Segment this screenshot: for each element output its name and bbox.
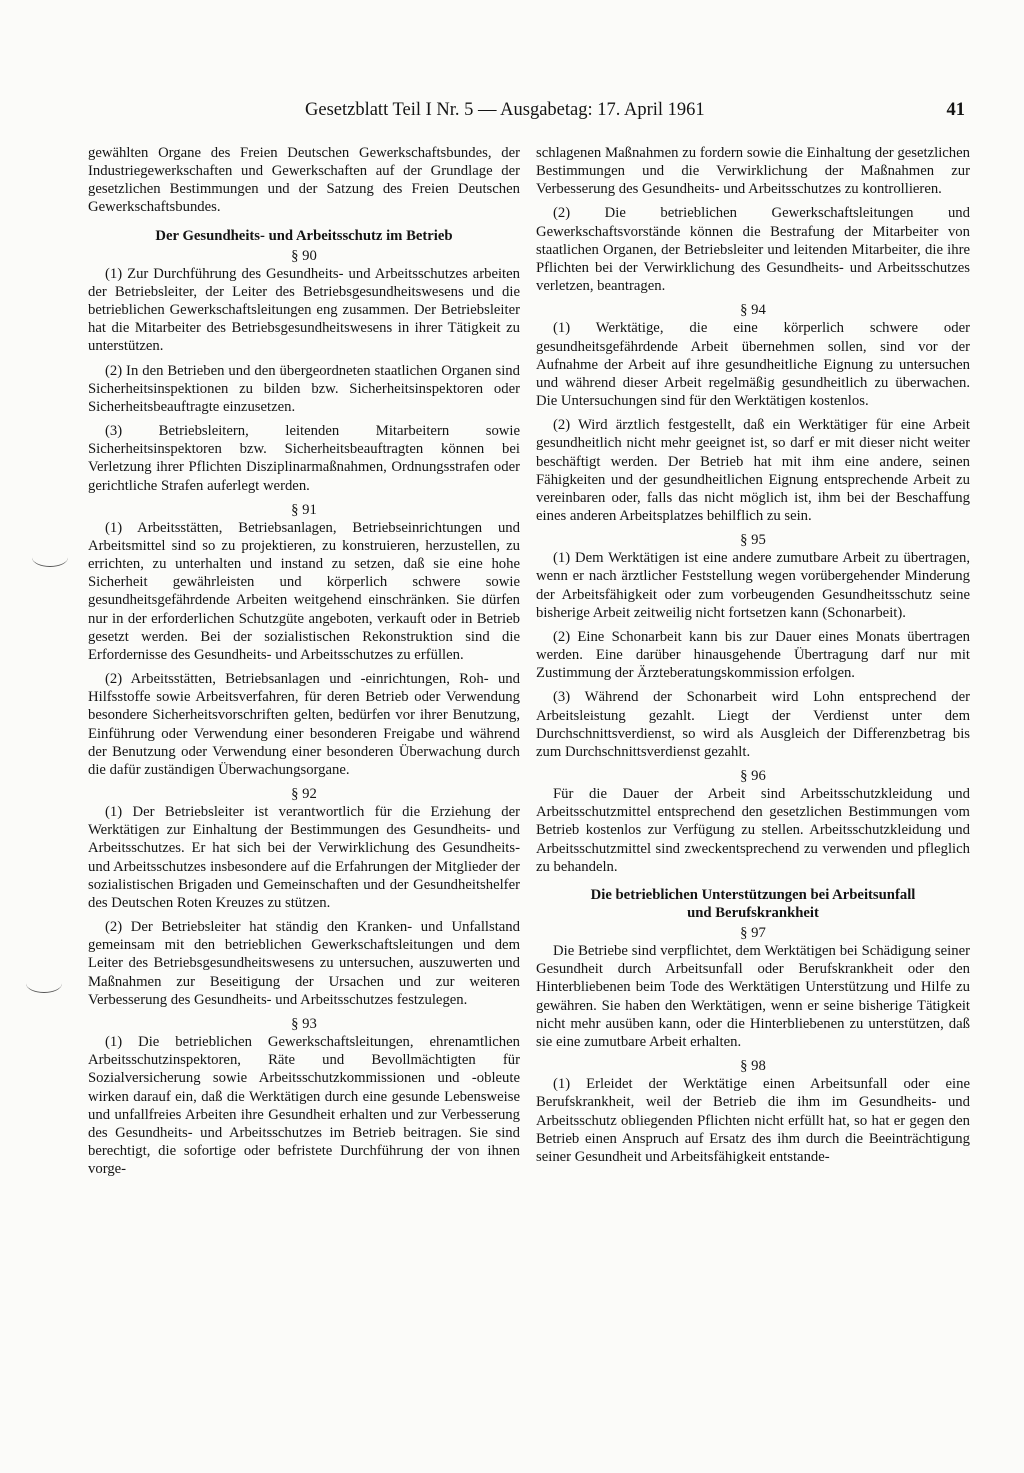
paragraph: (2) Die betrieblichen Gewerkschaftsleitungen und Gewerkschaftsvorstände können die Bestrafung der Mitarbeiter von staatlichen Organen, der Betriebsleiter und leitenden Mitarbeiter, die ihre Pflichten bei der Verwirklichung des Gesundheits- und Arbeitsschutzes verletzen, beantragen. <box>536 205 970 295</box>
section-number: § 90 <box>291 247 317 264</box>
page-header <box>305 98 965 122</box>
paragraph: Die Betriebe sind verpflichtet, dem Werktätigen bei Schädigung seiner Gesundheit durch Arbeitsunfall oder Berufskrankheit oder den Hinterbliebenen beim Tode des Werktätigen Unterstützung und Hilfe zu gewähren. Sie haben den Werktätigen, wenn er seine bisherige Tätigkeit nicht mehr ausüben kann, oder die Hinterbliebenen zu unterstützen, daß sie eine zumutbare Arbeit erhalten. <box>536 943 970 1050</box>
section-number: § 92 <box>291 786 317 802</box>
page-number: 41 <box>946 100 965 120</box>
paragraph: (2) Arbeitsstätten, Betriebsanlagen und -einrichtungen, Roh- und Hilfsstoffe sowie Arbeitsverfahren, für deren Betrieb oder Verwendung besondere Sicherheitsvorschriften gelten, bedürfen vor ihrer Benutzung, Einführung oder Verwendung einer besonderen Freigabe und während der Benutzung oder Verwendung einer besonderen Überwachung durch die dafür zuständigen Überwachungsorgane. <box>88 671 520 778</box>
section-number: § 97 <box>740 924 766 941</box>
header-title: Gesetzblatt Teil I Nr. 5 — Ausgabetag: 17. April 1961 <box>305 100 705 120</box>
paragraph: (2) Wird ärztlich festgestellt, daß ein Werktätiger für eine Arbeit gesundheitlich nicht mehr geeignet ist, so darf er mit dieser nicht weiter beschäftigt werden. Der Betrieb hat mit ihm eine andere, seinen Fähigkeiten und der gesundheitlichen Eignung entsprechende Arbeit zu vereinbaren oder, falls das nicht möglich ist, ihm bei der Beschaffung eines anderen Arbeitsplatzes behilflich zu sein. <box>536 417 970 524</box>
paragraph: (1) Der Betriebsleiter ist verantwortlich für die Erziehung der Werktätigen zur Einhaltung der Bestimmungen des Gesundheits- und Arbeitsschutzes. Er hat sich bei der Verwirklichung des Gesundheits- und Arbeitsschutzes insbesondere auf die Erfahrungen der Mitglieder der sozialistischen Brigaden und Gemeinschaften und der Gesundheitshelfer des Deutschen Roten Kreuzes zu stützen. <box>88 804 520 911</box>
right-column <box>536 144 970 1172</box>
paragraph: (1) Die betrieblichen Gewerkschaftsleitungen, ehrenamtlichen Arbeitsschutzinspektoren, Räte und Bevollmächtigten für Sozialversicherung sowie Arbeitsschutzkommissionen und -obleute wirken darauf ein, daß die Werktätigen durch eine gesunde Lebensweise und unfallfreies Arbeiten ihre Gesundheit erhalten und zur Verbesserung des Gesundheits- und Arbeitsschutzes im Betrieb beitragen. Sie sind berechtigt, die sofortige oder befristete Durchführung der von ihnen vorge- <box>88 1034 520 1178</box>
paragraph: (2) In den Betrieben und den übergeordneten staatlichen Organen sind Sicherheitsinspektionen zu bilden bzw. Sicherheitsinspektoren oder Sicherheitsbeauftragte einzusetzen. <box>88 362 520 415</box>
section-number: § 93 <box>291 1015 317 1032</box>
paragraph: (2) Der Betriebsleiter hat ständig den Kranken- und Unfallstand gemeinsam mit den betrieblichen Gewerkschaftsleitungen und dem Leiter des Betriebsgesundheitswesens zu untersuchen, auszuwerten und Maßnahmen zur Beseitigung der Ursachen und zur weiteren Verbesserung des Gesundheits- und Arbeitsschutzes festzulegen. <box>88 919 520 1008</box>
paragraph: (1) Erleidet der Werktätige einen Arbeitsunfall oder eine Berufskrankheit, weil der Betrieb die ihm im Gesundheits- und Arbeitsschutz obliegenden Pflichten nicht erfüllt hat, so hat er gegen den Betrieb einen Anspruch auf Ersatz des ihm durch die Beeinträchtigung seiner Gesundheit und Arbeitsfähigkeit entstande- <box>536 1076 970 1165</box>
paragraph: (1) Dem Werktätigen ist eine andere zumutbare Arbeit zu übertragen, wenn er nach ärztlicher Feststellung wegen vorübergehender Minderung der Arbeitsfähigkeit oder zum vorbeugenden Gesundheitsschutz seine bisherige Arbeit zeitweilig nicht fortsetzen kann (Schonarbeit). <box>536 550 970 621</box>
section-number: § 94 <box>740 302 766 319</box>
paragraph: (1) Zur Durchführung des Gesundheits- und Arbeitsschutzes arbeiten der Betriebsleiter, der Leiter des Betriebsgesundheitswesens und die betrieblichen Gewerkschaftsleitungen eng zusammen. Der Betriebsleiter hat die Mitarbeiter des Betriebsgesundheitswesens in ihrer Tätigkeit zu unterstützen. <box>88 265 520 355</box>
left-column <box>88 144 520 1184</box>
section-number: § 98 <box>740 1058 766 1075</box>
paragraph: schlagenen Maßnahmen zu fordern sowie die Einhaltung der gesetzlichen Bestimmungen und die Verwirklichung der Maßnahmen zur Verbesserung des Gesundheits- und Arbeitsschutzes zu kontrollieren. <box>536 145 970 198</box>
paragraph: Für die Dauer der Arbeit sind Arbeitsschutzkleidung und Arbeitsschutzmittel entsprechend den gesetzlichen Bestimmungen vom Betrieb kostenlos zur Verfügung zu stellen. Arbeitsschutzkleidung und Arbeitsschutzmittel sind zweckentsprechend zu verwenden und pfleglich zu behandeln. <box>536 786 970 875</box>
paragraph: gewählten Organe des Freien Deutschen Gewerkschaftsbundes, der Industriegewerkschaften und Gewerkschaften auf der Grundlage der gesetzlichen Bestimmungen und der Satzung des Freien Deutschen Gewerkschaftsbundes. <box>88 145 520 216</box>
margin-mark <box>26 974 62 993</box>
section-heading-line: Die betrieblichen Unterstützungen bei Arbeitsunfall <box>590 886 916 903</box>
paragraph: (3) Betriebsleitern, leitenden Mitarbeitern sowie Sicherheitsinspektoren bzw. Sicherheitsbeauftragten können bei Verletzung ihrer Pflichten Disziplinarmaßnahmen, Ordnungsstrafen oder gerichtliche Strafen auferlegt werden. <box>88 423 520 494</box>
paragraph: (1) Werktätige, die eine körperlich schwere oder gesundheitsgefährdende Arbeit übernehmen sollen, sind vor der Aufnahme der Arbeit auf ihre gesundheitliche Eignung zu untersuchen und während dieser Arbeit regelmäßig gesundheitlich zu überwachen. Die Untersuchungen sind für den Werktätigen kostenlos. <box>536 320 970 410</box>
section-heading: Der Gesundheits- und Arbeitsschutz im Betrieb <box>155 227 453 244</box>
section-number: § 91 <box>291 501 317 518</box>
paragraph: (2) Eine Schonarbeit kann bis zur Dauer eines Monats übertragen werden. Eine darüber hinausgehende Übertragung darf nur mit Zustimmung der Ärzteberatungskommission erfolgen. <box>536 628 970 682</box>
section-number: § 95 <box>740 532 766 549</box>
section-number: § 96 <box>740 768 766 784</box>
paragraph: (3) Während der Schonarbeit wird Lohn entsprechend der Arbeitsleistung gezahlt. Liegt der Verdienst unter dem Durchschnittsverdienst, so wird als Ausgleich der Differenzbetrag bis zum Durchschnittsverdienst gezahlt. <box>536 689 970 760</box>
section-heading-line: und Berufskrankheit <box>687 904 819 921</box>
paragraph: (1) Arbeitsstätten, Betriebsanlagen, Betriebseinrichtungen und Arbeitsmittel sind so zu projektieren, zu konstruieren, herzustellen, zu errichten, zu unterhalten und instand zu setzen, daß sie eine hohe Sicherheit gewährleisten und körperlich schwere sowie gesundheitsgefährdende Arbeiten weitgehend einschränken. Sie dürfen nur in der erforderlichen Schutzgüte angeboten, verkauft oder in Betrieb gesetzt werden. Bei der sozialistischen Rekonstruktion sind die Erfordernisse des Gesundheits- und Arbeitsschutzes zu erfüllen. <box>88 519 520 663</box>
section-heading <box>536 886 970 922</box>
margin-mark <box>32 548 68 567</box>
